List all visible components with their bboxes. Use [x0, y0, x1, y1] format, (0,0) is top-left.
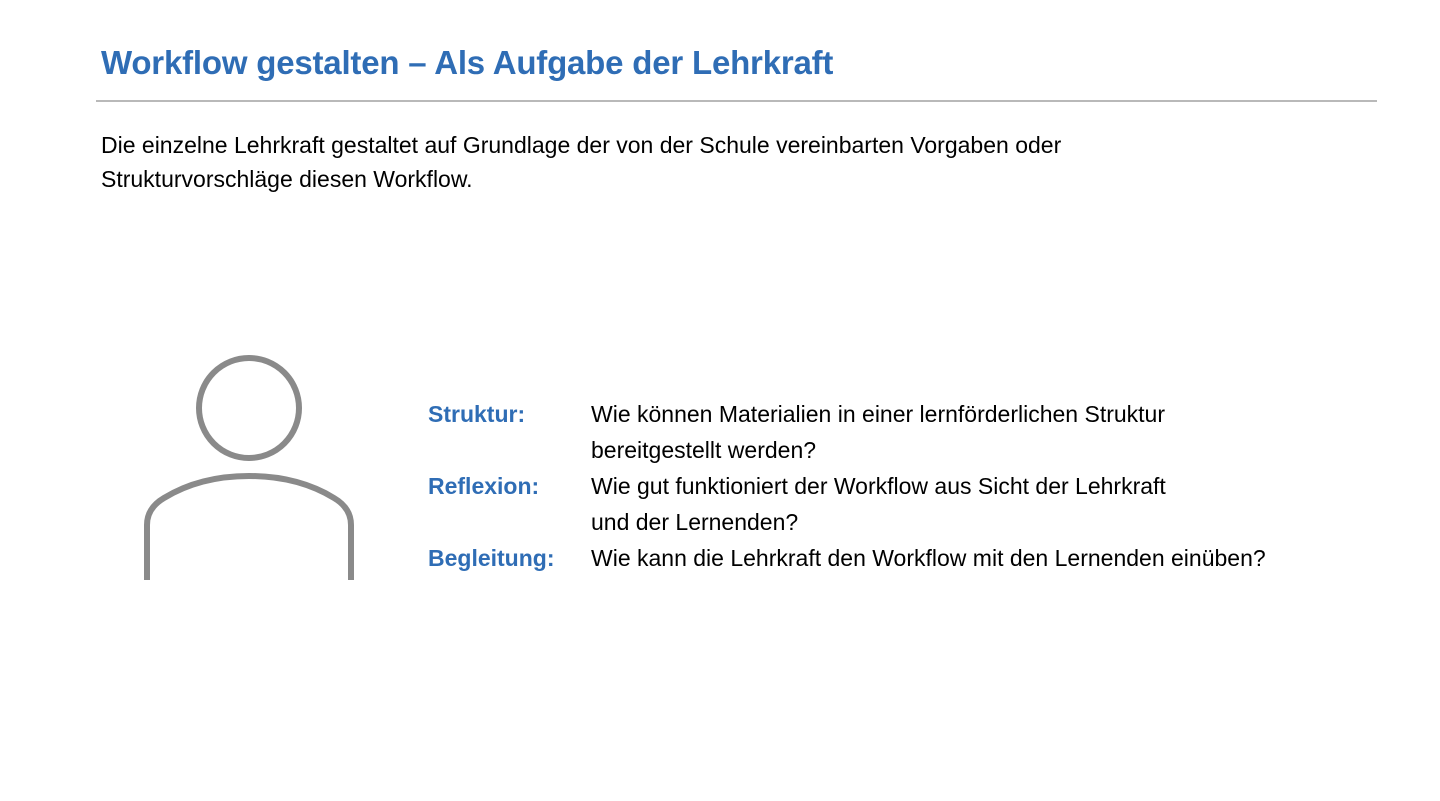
- question-text: [591, 540, 1266, 576]
- question-text: [591, 396, 1165, 468]
- intro-line: Strukturvorschläge diesen Workflow.: [101, 166, 473, 192]
- question-item-begleitung: [428, 540, 1388, 576]
- question-list: [428, 396, 1388, 576]
- slide-title: Workflow gestalten – Als Aufgabe der Lehrkraft: [101, 44, 834, 81]
- question-text: [591, 468, 1166, 540]
- question-line: Wie können Materialien in einer lernförderlichen Struktur: [591, 401, 1166, 427]
- title-divider: [96, 100, 1377, 102]
- intro-paragraph: [101, 128, 1301, 196]
- question-item-struktur: [428, 396, 1388, 468]
- question-line: Wie kann die Lehrkraft den Workflow mit den Lernenden einüben?: [591, 545, 1266, 571]
- question-line: bereitgestellt werden?: [591, 437, 817, 463]
- person-icon: [130, 340, 370, 585]
- question-line: und der Lernenden?: [591, 509, 799, 535]
- term-label: Reflexion:: [428, 473, 540, 499]
- question-line: Wie gut funktioniert der Workflow aus Sicht der Lehrkraft: [591, 473, 1166, 499]
- intro-line: Die einzelne Lehrkraft gestaltet auf Grundlage der von der Schule vereinbarten Vorgaben oder: [101, 132, 1062, 158]
- term-label: Begleitung:: [428, 545, 555, 571]
- question-item-reflexion: [428, 468, 1388, 540]
- term-label: Struktur:: [428, 401, 526, 427]
